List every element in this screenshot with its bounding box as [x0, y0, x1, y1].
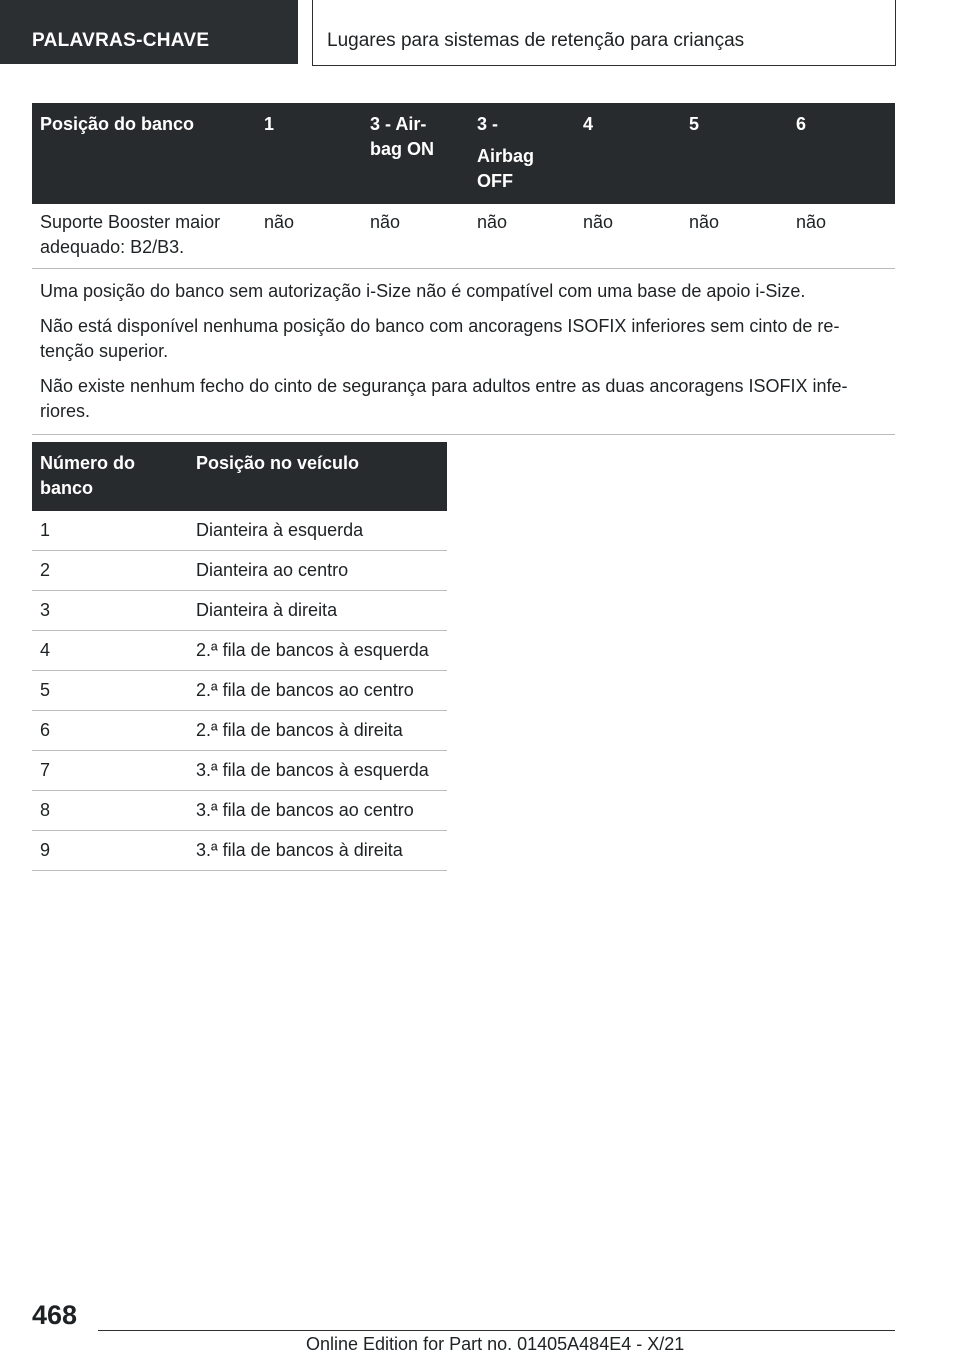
chapter-title: Lugares para sistemas de retenção para crianças — [312, 0, 896, 66]
seat-location: 3.ª fila de bancos ao centro — [188, 791, 447, 831]
seat-number: 3 — [32, 591, 188, 631]
cell-value: não — [362, 204, 469, 269]
table-row — [32, 831, 447, 871]
header-seat-number: Número do banco — [32, 442, 188, 511]
cell-value: não — [575, 204, 681, 269]
edition-info: Online Edition for Part no. 01405A484E4 - X/21 — [306, 1334, 685, 1354]
seat-location: Dianteira à esquerda — [188, 511, 447, 551]
seat-position-table — [32, 103, 895, 435]
cell-value: não — [681, 204, 788, 269]
seat-number: 7 — [32, 751, 188, 791]
seat-number: 9 — [32, 831, 188, 871]
seat-number: 5 — [32, 671, 188, 711]
cell-value: não — [469, 204, 575, 269]
seat-number: 4 — [32, 631, 188, 671]
table-header-row — [32, 442, 447, 511]
table-header-row — [32, 103, 895, 204]
seat-location: Dianteira ao centro — [188, 551, 447, 591]
page-number: 468 — [32, 1300, 78, 1330]
note-paragraph: Uma posição do banco sem autorização i-Size não é compatível com uma base de apoio i-Size. — [40, 281, 806, 301]
note-paragraph: Não está disponível nenhuma posição do banco com ancoragens ISOFIX inferiores sem cinto de re-tenção superior. — [40, 316, 840, 361]
cell-booster-label: Suporte Booster maior adequado: B2/B3. — [32, 204, 256, 269]
notes-row — [32, 269, 895, 435]
header-seat-1: 1 — [256, 103, 362, 204]
table-row — [32, 511, 447, 551]
seat-location: 2.ª fila de bancos ao centro — [188, 671, 447, 711]
seat-location: 3.ª fila de bancos à esquerda — [188, 751, 447, 791]
seat-number: 2 — [32, 551, 188, 591]
seat-location: 2.ª fila de bancos à esquerda — [188, 631, 447, 671]
header-vehicle-position: Posição no veículo — [188, 442, 447, 511]
seat-number: 8 — [32, 791, 188, 831]
header-seat-position: Posição do banco — [32, 103, 256, 204]
note-paragraph: Não existe nenhum fecho do cinto de segurança para adultos entre as duas ancoragens ISOFIX infe-riores. — [40, 376, 848, 421]
table-row — [32, 791, 447, 831]
page-header — [0, 0, 960, 66]
table-row — [32, 671, 447, 711]
seat-location: Dianteira à direita — [188, 591, 447, 631]
table-row — [32, 551, 447, 591]
seat-location: 2.ª fila de bancos à direita — [188, 711, 447, 751]
header-seat-3-airbag-off: 3 - Airbag OFF — [469, 103, 575, 204]
header-seat-5: 5 — [681, 103, 788, 204]
header-seat-4: 4 — [575, 103, 681, 204]
cell-value: não — [256, 204, 362, 269]
table-row — [32, 751, 447, 791]
seat-number: 6 — [32, 711, 188, 751]
header-seat-6: 6 — [788, 103, 895, 204]
header-seat-3-airbag-on: 3 - Air- bag ON — [362, 103, 469, 204]
table-row — [32, 591, 447, 631]
table-row — [32, 711, 447, 751]
notes-cell — [32, 269, 895, 435]
footer-divider — [98, 1330, 895, 1331]
table-row — [32, 204, 895, 269]
seat-number: 1 — [32, 511, 188, 551]
section-tab[interactable]: PALAVRAS-CHAVE — [0, 0, 298, 64]
seat-number-table — [32, 442, 447, 871]
table-row — [32, 631, 447, 671]
cell-value: não — [788, 204, 895, 269]
seat-location: 3.ª fila de bancos à direita — [188, 831, 447, 871]
